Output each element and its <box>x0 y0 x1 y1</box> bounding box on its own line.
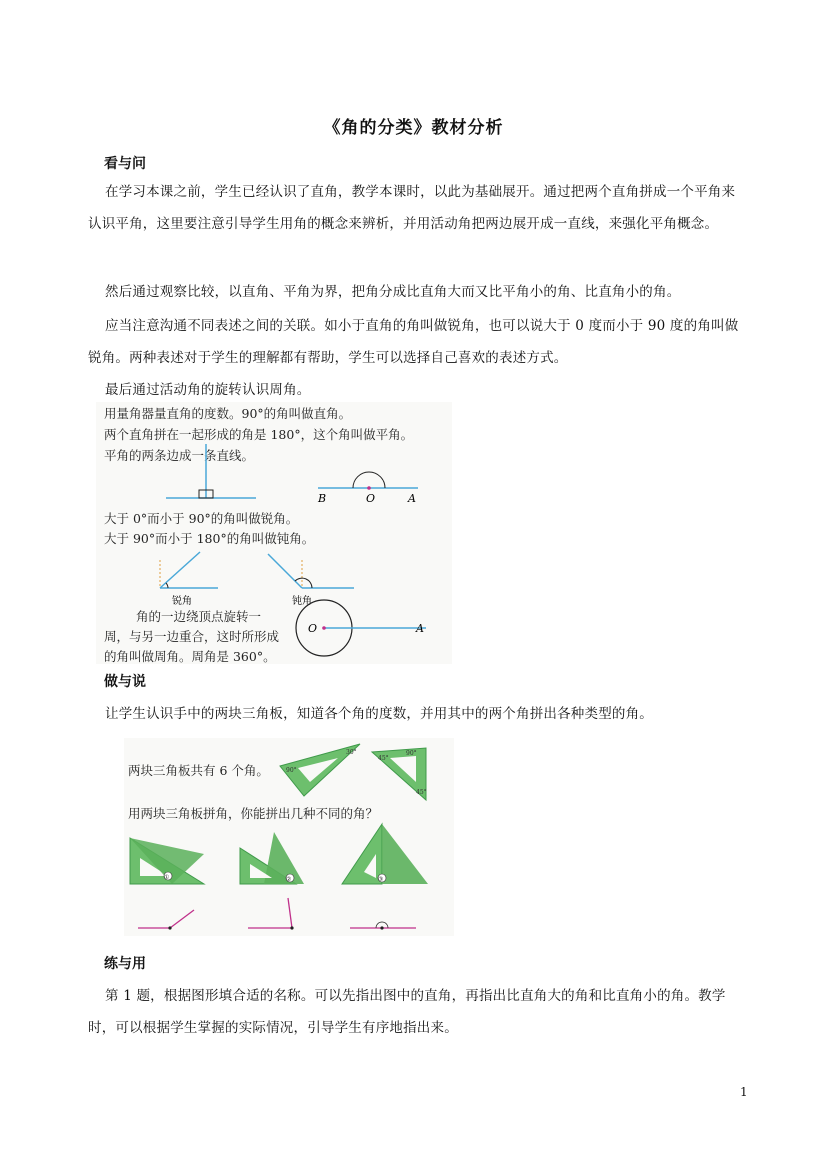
paragraph: 最后通过活动角的旋转认识周角。 <box>105 382 311 398</box>
fig2-line: 两块三角板共有 6 个角。 <box>128 763 269 778</box>
fig1-line: 两个直角拼在一起形成的角是 180°，这个角叫做平角。 <box>104 427 414 442</box>
set-squares-figure <box>124 738 454 936</box>
paragraph: 在学习本课之前，学生已经认识了直角，教学本课时，以此为基础展开。通过把两个直角拼成一个平角来认识平角，这里要注意引导学生用角的概念来辨析，并用活动角把两边展开成一直线，来强化平角概念。 <box>88 184 736 232</box>
degree-label: 90° <box>286 767 297 774</box>
degree-label: 30° <box>346 749 357 756</box>
paragraph: 然后通过观察比较，以直角、平角为界，把角分成比直角大而又比平角小的角、比直角小的角。 <box>105 284 681 300</box>
angle-number: ① <box>164 874 170 881</box>
fig2-line: 用两块三角板拼角，你能拼出几种不同的角？ <box>128 806 379 821</box>
angle-caption: 锐角 <box>172 596 192 607</box>
degree-label: 90° <box>406 750 417 757</box>
combination-2 <box>240 832 304 884</box>
heading-do-say: 做与说 <box>104 674 146 690</box>
point-label: A <box>408 492 416 505</box>
heading-practice: 练与用 <box>104 956 146 972</box>
point-label: A <box>416 622 424 635</box>
obtuse-angle-diagram <box>268 554 354 607</box>
heading-look-ask: 看与问 <box>104 156 146 172</box>
fig1-line: 用量角器量直角的度数。90°的角叫做直角。 <box>104 406 352 421</box>
page-number: 1 <box>740 1085 748 1099</box>
fig1-line: 角的一边绕顶点旋转一 <box>136 609 262 624</box>
paragraph: 第 1 题，根据图形填合适的名称。可以先指出图中的直角，再指出比直角大的角和比直角小的角。教学时，可以根据学生掌握的实际情况，引导学生有序地指出来。 <box>88 988 726 1036</box>
point-label: O <box>308 622 318 635</box>
set-square-45 <box>372 748 427 800</box>
set-square-30-60 <box>280 744 360 796</box>
result-angle-obtuse <box>248 898 294 930</box>
fig1-line: 平角的两条边成一条直线。 <box>104 448 255 463</box>
result-angle-straight <box>350 922 416 930</box>
angle-number: ③ <box>378 876 384 883</box>
combination-3 <box>342 824 428 884</box>
fig1-line: 的角叫做周角。周角是 360°。 <box>104 649 276 664</box>
combination-1 <box>130 838 204 884</box>
result-angle-acute <box>138 910 194 930</box>
document-title: 《角的分类》教材分析 <box>323 118 504 138</box>
angle-number: ② <box>286 876 292 883</box>
fig1-line: 大于 0°而小于 90°的角叫做锐角。 <box>104 511 299 526</box>
straight-angle-diagram <box>317 472 418 505</box>
degree-label: 45° <box>378 755 389 762</box>
point-label: B <box>318 492 327 505</box>
fig1-line: 大于 90°而小于 180°的角叫做钝角。 <box>104 531 315 546</box>
angle-caption: 钝角 <box>292 596 312 607</box>
full-angle-diagram <box>296 600 426 656</box>
point-label: O <box>366 492 376 505</box>
paragraph: 让学生认识手中的两块三角板，知道各个角的度数，并用其中的两个角拼出各种类型的角。 <box>105 706 653 722</box>
fig1-line: 周，与另一边重合，这时所形成 <box>104 629 280 644</box>
acute-angle-diagram <box>160 552 218 607</box>
paragraph: 应当注意沟通不同表述之间的关联。如小于直角的角叫做锐角，也可以说大于 0 度而小于 90 度的角叫做锐角。两种表述对于学生的理解都有帮助，学生可以选择自己喜欢的表述方式。 <box>88 318 739 366</box>
angle-definitions-figure <box>96 402 452 664</box>
degree-label: 45° <box>416 789 427 796</box>
